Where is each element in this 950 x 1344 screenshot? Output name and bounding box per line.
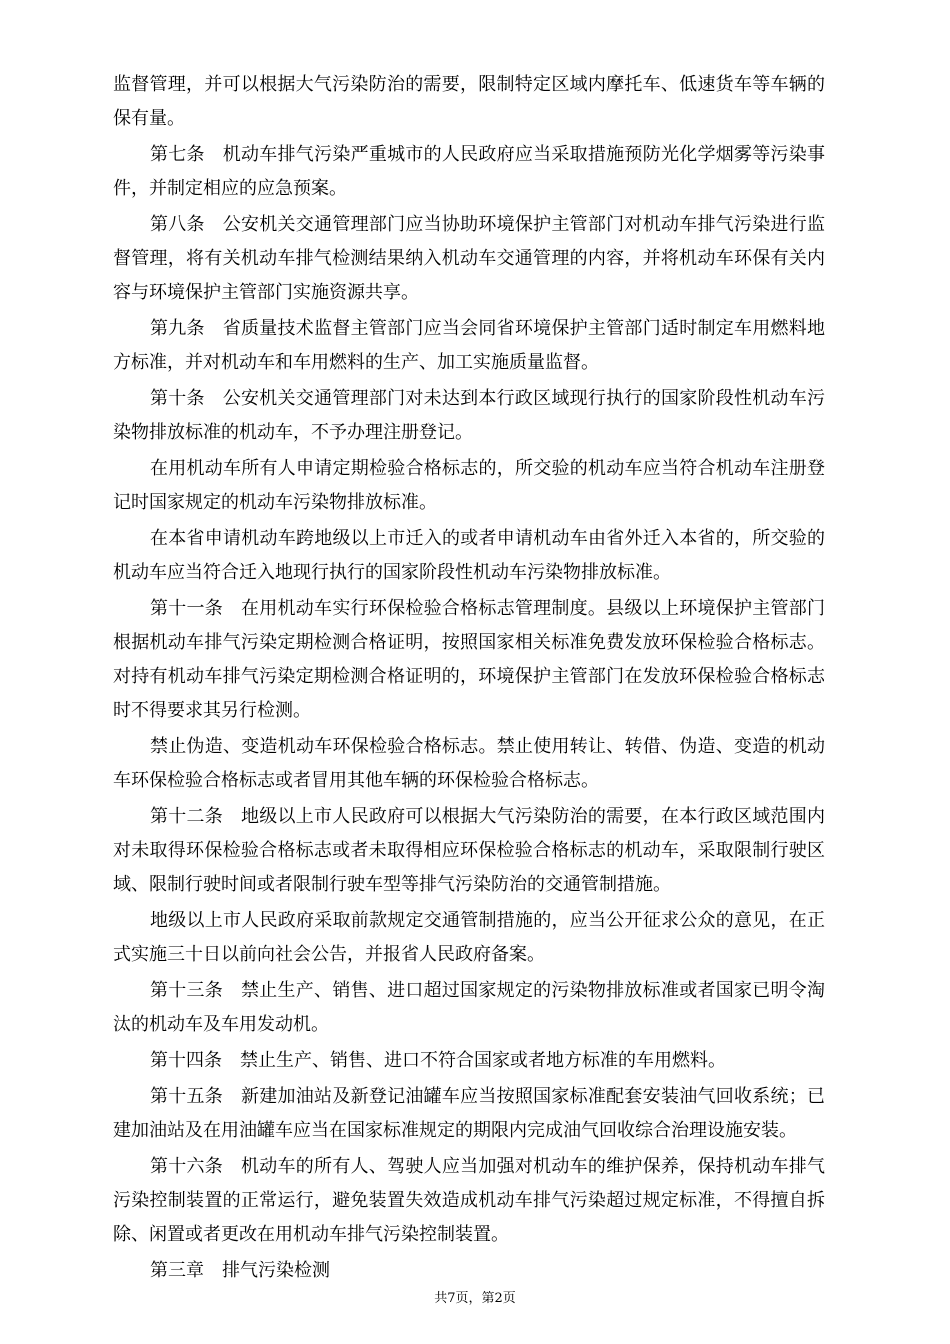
- paragraph-text: 公安机关交通管理部门对未达到本行政区域现行执行的国家阶段性机动车污染物排放标准的机动车，不予办理注册登记。: [113, 388, 826, 443]
- paragraph-text: 公安机关交通管理部门应当协助环境保护主管部门对机动车排气污染进行监督管理，将有关机动车排气检测结果纳入机动车交通管理的内容，并将机动车环保有关内容与环境保护主管部门实施资源共享。: [113, 214, 826, 303]
- paragraph: [113, 1044, 825, 1078]
- article-number: 第三章: [150, 1260, 204, 1281]
- paragraph: [113, 138, 825, 206]
- paragraph-text: 监督管理，并可以根据大气污染防治的需要，限制特定区域内摩托车、低速货车等车辆的保有量。: [113, 74, 825, 129]
- paragraph: [113, 730, 825, 798]
- paragraph: [113, 904, 825, 972]
- paragraph: [113, 1254, 825, 1288]
- paragraph: [113, 974, 825, 1042]
- paragraph-text: 地级以上市人民政府可以根据大气污染防治的需要，在本行政区域范围内对未取得环保检验合格标志或者未取得相应环保检验合格标志的机动车，采取限制行驶区域、限制行驶时间或者限制行驶车型等排气污染防治的交通管制措施。: [113, 806, 825, 895]
- paragraph: [113, 522, 825, 590]
- paragraph-text: 禁止生产、销售、进口不符合国家或者地方标准的车用燃料。: [240, 1050, 726, 1071]
- paragraph: [113, 1150, 825, 1252]
- page-footer: 共7页，第2页: [434, 1291, 516, 1306]
- paragraph: [113, 1080, 825, 1148]
- paragraph-text: 新建加油站及新登记油罐车应当按照国家标准配套安装油气回收系统；已建加油站及在用油罐车应当在国家标准规定的期限内完成油气回收综合治理设施安装。: [113, 1086, 825, 1141]
- paragraph: [113, 800, 825, 902]
- paragraph: [113, 382, 825, 450]
- article-number: 第八条: [150, 214, 205, 235]
- paragraph-text: 机动车排气污染严重城市的人民政府应当采取措施预防光化学烟雾等污染事件，并制定相应的应急预案。: [113, 144, 826, 199]
- article-number: 第十六条: [150, 1156, 224, 1177]
- article-number: 第九条: [150, 318, 205, 339]
- paragraph-text: 禁止生产、销售、进口超过国家规定的污染物排放标准或者国家已明令淘汰的机动车及车用发动机。: [113, 980, 825, 1035]
- article-number: 第十一条: [150, 598, 224, 619]
- paragraph-text: 禁止伪造、变造机动车环保检验合格标志。禁止使用转让、转借、伪造、变造的机动车环保检验合格标志或者冒用其他车辆的环保检验合格标志。: [113, 736, 825, 791]
- paragraph-text: 省质量技术监督主管部门应当会同省环境保护主管部门适时制定车用燃料地方标准，并对机动车和车用燃料的生产、加工实施质量监督。: [113, 318, 826, 373]
- paragraph: [113, 208, 825, 310]
- document-body: [113, 68, 825, 1290]
- paragraph: [113, 312, 825, 380]
- paragraph: [113, 452, 825, 520]
- paragraph-text: 地级以上市人民政府采取前款规定交通管制措施的，应当公开征求公众的意见，在正式实施三十日以前向社会公告，并报省人民政府备案。: [113, 910, 825, 965]
- paragraph-text: 在本省申请机动车跨地级以上市迁入的或者申请机动车由省外迁入本省的，所交验的机动车应当符合迁入地现行执行的国家阶段性机动车污染物排放标准。: [113, 528, 825, 583]
- paragraph: [113, 592, 825, 728]
- paragraph-text: 在用机动车所有人申请定期检验合格标志的，所交验的机动车应当符合机动车注册登记时国家规定的机动车污染物排放标准。: [113, 458, 825, 513]
- article-number: 第十三条: [150, 980, 224, 1001]
- article-number: 第十条: [150, 388, 205, 409]
- paragraph-text: 在用机动车实行环保检验合格标志管理制度。县级以上环境保护主管部门根据机动车排气污染定期检测合格证明，按照国家相关标准免费发放环保检验合格标志。对持有机动车排气污染定期检测合格证明的，环境保护主管部门在发放环保检验合格标志时不得要求其另行检测。: [113, 598, 825, 721]
- article-number: 第十五条: [150, 1086, 224, 1107]
- paragraph-text: 机动车的所有人、驾驶人应当加强对机动车的维护保养，保持机动车排气污染控制装置的正常运行，避免装置失效造成机动车排气污染超过规定标准，不得擅自拆除、闲置或者更改在用机动车排气污染控制装置。: [113, 1156, 825, 1245]
- paragraph-text: 排气污染检测: [222, 1260, 330, 1281]
- article-number: 第十二条: [150, 806, 224, 827]
- paragraph: [113, 68, 825, 136]
- article-number: 第七条: [150, 144, 205, 165]
- article-number: 第十四条: [150, 1050, 222, 1071]
